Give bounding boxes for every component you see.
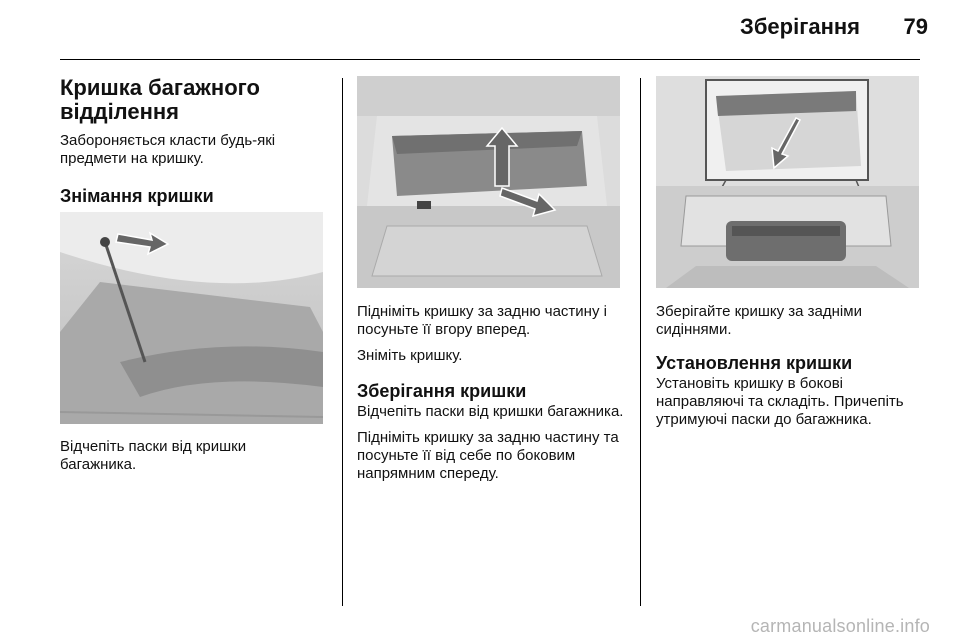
page-number: 79 [903,14,928,39]
subheading-removal: Знімання кришки [60,186,214,206]
warning-text: Забороняється класти будь-які предмети на кришку. [60,132,276,167]
column-divider-2 [640,78,641,606]
caption-store-cover: Зберігайте кришку за задніми сидіннями. [656,303,862,338]
illustration-tailgate-strap [60,212,323,424]
step-lift-slide: Підніміть кришку за задню частину і посуньте її вгору вперед. [357,303,607,338]
column-2 [357,303,627,483]
watermark: carmanualsonline.info [750,616,930,636]
header-title: Зберігання [740,14,860,39]
column-1-caption [60,438,330,474]
subheading-storage: Зберігання кришки [357,381,527,401]
subheading-installation: Установлення кришки [656,353,853,373]
installation-text: Установіть кришку в бокові направляючі та складіть. Причепіть утримуючі паски до багажника. [656,375,904,428]
caption-unhook-straps: Відчепіть паски від кришки багажника. [60,438,247,473]
illustration-lift-cover [357,76,620,288]
section-heading: Кришка багажного відділення [60,75,260,124]
column-3 [656,303,926,429]
step-unhook-straps: Відчепіть паски від кришки багажника. [357,403,624,420]
illustration-store-behind-seats [656,76,919,288]
column-1 [60,76,330,206]
column-divider-1 [342,78,343,606]
step-lift-push: Підніміть кришку за задню частину та посуньте її від себе по боковим напрямним спереду. [357,429,619,482]
header-rule [60,59,920,60]
step-remove-cover: Зніміть кришку. [357,347,463,364]
